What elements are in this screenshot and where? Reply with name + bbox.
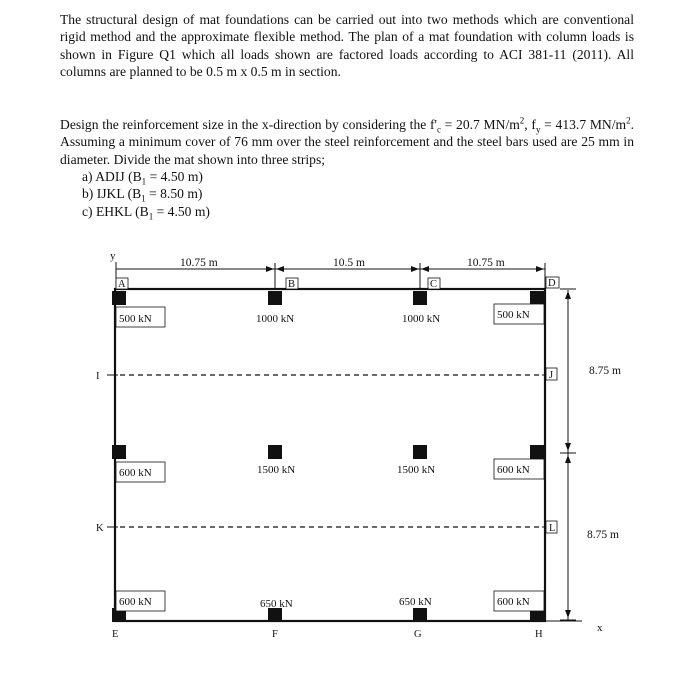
- strip-label-J: J: [549, 370, 554, 381]
- column: [413, 445, 427, 459]
- corner-label-B: B: [288, 279, 296, 290]
- column-load: 500 kN: [497, 309, 530, 321]
- intro-line: loads according to ACI 381-11 (2011). All columns are planned to be 0.5 m x 0.5 m in: [60, 46, 634, 80]
- list-marker: b): [82, 186, 94, 202]
- dim-arrow: [266, 266, 274, 272]
- column-load: 500 kN: [119, 313, 152, 325]
- column: [112, 445, 126, 459]
- column: [268, 445, 282, 459]
- column-load: 600 kN: [497, 596, 530, 608]
- corner-label-A: A: [118, 279, 126, 290]
- column: [413, 291, 427, 305]
- column-load: 650 kN: [399, 596, 432, 608]
- design-paragraph: [60, 116, 634, 168]
- strip-subscript: 1: [148, 211, 154, 222]
- strip-list: [82, 168, 210, 220]
- column-load: 650 kN: [260, 598, 293, 610]
- mat-foundation-plan: [0, 240, 684, 660]
- fy-subscript: y: [535, 124, 541, 135]
- fc-value: = 20.7 MN/m: [440, 117, 520, 132]
- strip-name: IJKL (B: [96, 186, 142, 202]
- dim-arrow: [565, 291, 571, 299]
- exponent: 2: [519, 115, 525, 126]
- intro-line: foundation with column loads is shown in Figure Q1 which all loads shown are factored: [60, 29, 634, 62]
- column: [530, 291, 544, 305]
- list-marker: c): [82, 203, 93, 219]
- side-dimension-label: 8.75 m: [589, 365, 621, 377]
- column: [268, 608, 282, 622]
- list-item: [82, 185, 210, 205]
- corner-label-D: D: [548, 278, 556, 289]
- corner-label-H: H: [535, 629, 543, 640]
- span-label: 10.75 m: [180, 257, 218, 269]
- corner-label-E: E: [112, 629, 119, 640]
- strip-name: ADIJ (B: [95, 169, 142, 184]
- list-item: [82, 203, 210, 220]
- x-axis-label: x: [597, 622, 603, 634]
- strip-label-I: I: [96, 371, 100, 382]
- column: [530, 445, 544, 459]
- dim-arrow: [565, 455, 571, 463]
- strip-subscript: 1: [141, 176, 147, 187]
- strip-value: = 4.50 m): [146, 169, 203, 184]
- strip-value: = 4.50 m): [153, 203, 210, 219]
- intro-line: conventional rigid method and the approximate flexible method. The plan of a mat: [60, 12, 634, 45]
- fy-symbol: , f: [524, 117, 536, 132]
- column-load: 600 kN: [497, 464, 530, 476]
- column-load: 1000 kN: [402, 313, 441, 325]
- dim-arrow: [536, 266, 544, 272]
- design-text: Design the reinforcement size in the x-direction by considering the f: [60, 117, 435, 132]
- strip-value: = 8.50 m): [145, 186, 203, 202]
- column-load: 1500 kN: [257, 464, 296, 476]
- fc-subscript: c: [436, 124, 441, 135]
- list-item: [82, 168, 210, 185]
- strip-subscript: 1: [141, 194, 146, 205]
- corner-label-F: F: [272, 629, 278, 640]
- exponent: 2: [626, 115, 631, 126]
- design-text: . Assuming a minimum cover of 76 mm over the steel reinforcement and the: [60, 117, 634, 150]
- strip-name: EHKL (B: [95, 203, 149, 219]
- y-axis-label: y: [110, 250, 116, 262]
- column: [413, 608, 427, 622]
- list-marker: a): [82, 169, 93, 184]
- side-dimension-label: 8.75 m: [587, 529, 619, 541]
- dim-arrow: [276, 266, 284, 272]
- intro-line: The structural design of mat foundations can be carried out into two methods which are: [60, 12, 559, 27]
- intro-line: section.: [299, 64, 341, 80]
- dim-arrow: [565, 610, 571, 618]
- column-load: 1500 kN: [397, 464, 436, 476]
- corner-label-C: C: [430, 279, 438, 290]
- column: [268, 291, 282, 305]
- strip-label-L: L: [549, 523, 556, 534]
- fc-prime: ': [434, 117, 437, 132]
- corner-label-G: G: [414, 629, 422, 640]
- strip-label-K: K: [96, 523, 104, 534]
- fy-value: 413.7 MN/m: [555, 117, 627, 132]
- column: [112, 291, 126, 305]
- span-label: 10.75 m: [467, 257, 505, 269]
- span-label: 10.5 m: [333, 257, 365, 269]
- dim-arrow: [421, 266, 429, 272]
- column-load: 600 kN: [119, 596, 152, 608]
- column-load: 600 kN: [119, 467, 152, 479]
- dim-arrow: [565, 443, 571, 451]
- column-load: 1000 kN: [256, 313, 295, 325]
- mat-outline: [115, 289, 545, 621]
- intro-paragraph: [60, 11, 634, 81]
- design-text: steel bars used are 25 mm in diameter. Divide the mat shown into three strips;: [60, 134, 634, 167]
- fy-eq: =: [540, 117, 552, 132]
- dim-arrow: [411, 266, 419, 272]
